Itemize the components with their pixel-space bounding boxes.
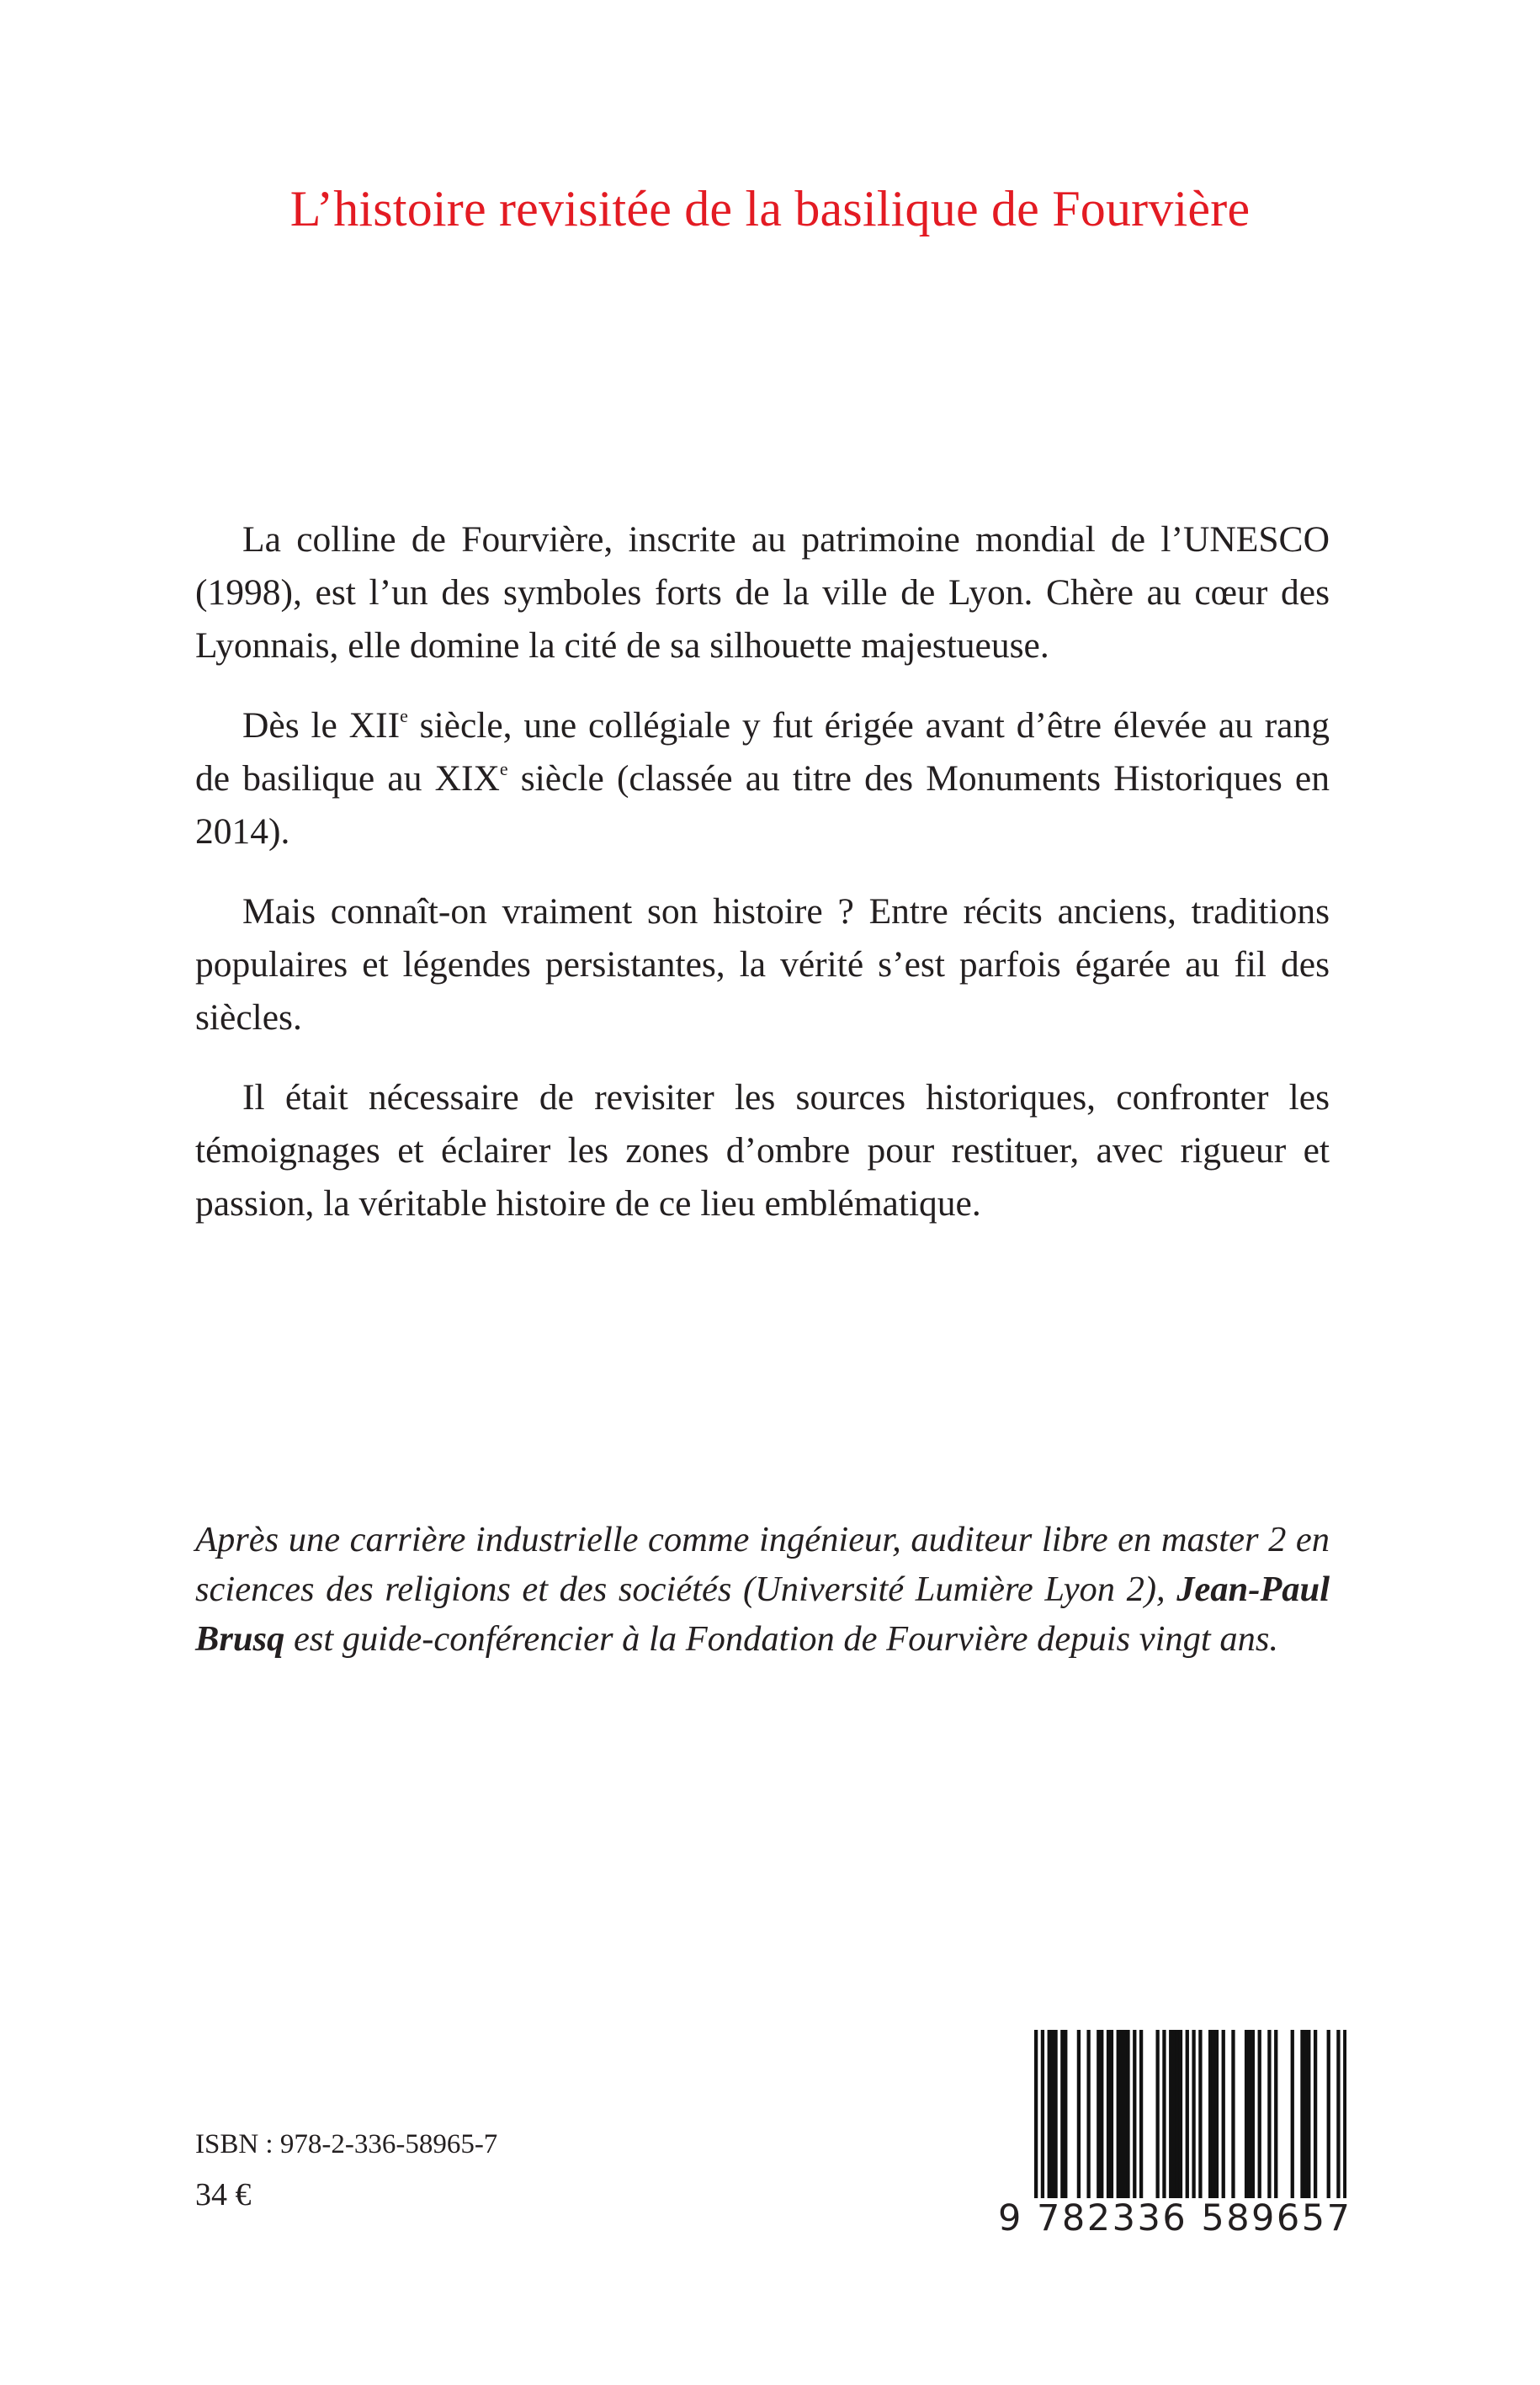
barcode-guard-bar <box>1336 2030 1340 2218</box>
barcode-guard-bar <box>1186 2030 1189 2218</box>
barcode-bar <box>1291 2030 1294 2200</box>
barcode-bar <box>1064 2030 1067 2200</box>
barcode-bar <box>1327 2030 1330 2200</box>
barcode-bar <box>1120 2030 1123 2200</box>
barcode-bar <box>1274 2030 1277 2200</box>
barcode-guard-bar <box>1192 2030 1195 2218</box>
barcode-bar <box>1300 2030 1304 2200</box>
back-cover-blurb <box>195 513 1330 1257</box>
barcode-bar <box>1251 2030 1255 2200</box>
barcode-bar <box>1133 2030 1136 2200</box>
barcode-bar <box>1097 2030 1100 2200</box>
barcode-bar <box>1176 2030 1179 2200</box>
blurb-paragraph-2-text-a: Dès le XII <box>242 705 401 746</box>
barcode-bar <box>1050 2030 1054 2200</box>
author-name: Jean-Paul Brusq <box>195 1570 1330 1659</box>
barcode-bar <box>1162 2030 1166 2200</box>
author-bio-text-a: Après une carrière industrielle comme ingénieur, auditeur libre en master 2 en sciences des religions et des sociétés (Université Lumière Lyon 2), <box>195 1520 1330 1609</box>
barcode-bar <box>1107 2030 1110 2200</box>
blurb-paragraph-2 <box>195 699 1330 858</box>
barcode-guard-bar <box>1041 2030 1044 2218</box>
barcode-bar <box>1179 2030 1182 2200</box>
barcode-bar <box>1198 2030 1202 2200</box>
blurb-paragraph-1: La colline de Fourvière, inscrite au patrimoine mondial de l’UNESCO (1998), est l’un des symboles forts de la ville de Lyon. Chère au cœur des Lyonnais, elle domine la cité de sa silhouette majestueuse. <box>195 519 1330 666</box>
blurb-paragraph-3: Mais connaît-on vraiment son histoire ? Entre récits anciens, traditions populaires et légendes persistantes, la vérité s’est parfois égarée au fil des siècles. <box>195 891 1330 1038</box>
barcode-bar <box>1208 2030 1212 2200</box>
barcode-bar <box>1222 2030 1225 2200</box>
barcode-bar <box>1048 2030 1051 2200</box>
barcode-bar <box>1304 2030 1307 2200</box>
barcode-bar <box>1248 2030 1251 2200</box>
author-bio-paragraph <box>195 1515 1330 1664</box>
barcode-bar <box>1215 2030 1219 2200</box>
barcode-guard-bar <box>1034 2030 1038 2218</box>
barcode-guard-bar <box>1343 2030 1346 2218</box>
superscript-e: e <box>400 705 408 726</box>
author-bio <box>195 1515 1330 1664</box>
barcode-bar <box>1258 2030 1261 2200</box>
blurb-paragraph-2-text-c: siècle (classée au titre des Monuments Historiques en 2014). <box>195 758 1330 852</box>
barcode-bar <box>1117 2030 1120 2200</box>
barcode-bar <box>1231 2030 1235 2200</box>
barcode-bar <box>1307 2030 1310 2200</box>
barcode-bar <box>1126 2030 1129 2200</box>
isbn-label: ISBN : 978-2-336-58965-7 <box>195 2129 498 2159</box>
barcode-bar <box>1172 2030 1176 2200</box>
barcode-bar <box>1169 2030 1172 2200</box>
barcode-bar <box>1267 2030 1271 2200</box>
barcode-bar <box>1110 2030 1113 2200</box>
barcode-bar <box>1086 2030 1090 2200</box>
barcode-digits: 9 782336 589657 <box>998 2197 1352 2239</box>
barcode-bar <box>1314 2030 1317 2200</box>
barcode-bar <box>1123 2030 1126 2200</box>
barcode-bar <box>1100 2030 1103 2200</box>
price-label: 34 € <box>195 2177 252 2212</box>
barcode-bar <box>1139 2030 1143 2200</box>
barcode-bar <box>1245 2030 1248 2200</box>
blurb-paragraph-2-text-b: siècle, une collégiale y fut érigée avant d’être élevée au rang de basilique au XIX <box>195 705 1330 799</box>
barcode-bar <box>1054 2030 1057 2200</box>
barcode-bar <box>1155 2030 1159 2200</box>
author-bio-text-b: est guide-conférencier à la Fondation de Fourvière depuis vingt ans. <box>284 1619 1278 1659</box>
barcode-bar <box>1077 2030 1081 2200</box>
superscript-e: e <box>499 758 508 779</box>
isbn-barcode <box>998 2030 1352 2239</box>
barcode-bar <box>1212 2030 1215 2200</box>
barcode-bar <box>1060 2030 1064 2200</box>
blurb-paragraph-4: Il était nécessaire de revisiter les sources historiques, confronter les témoignages et éclairer les zones d’ombre pour restituer, avec rigueur et passion, la véritable histoire de ce lieu emblématique. <box>195 1077 1330 1224</box>
book-title: L’histoire revisitée de la basilique de Fourvière <box>289 181 1251 236</box>
